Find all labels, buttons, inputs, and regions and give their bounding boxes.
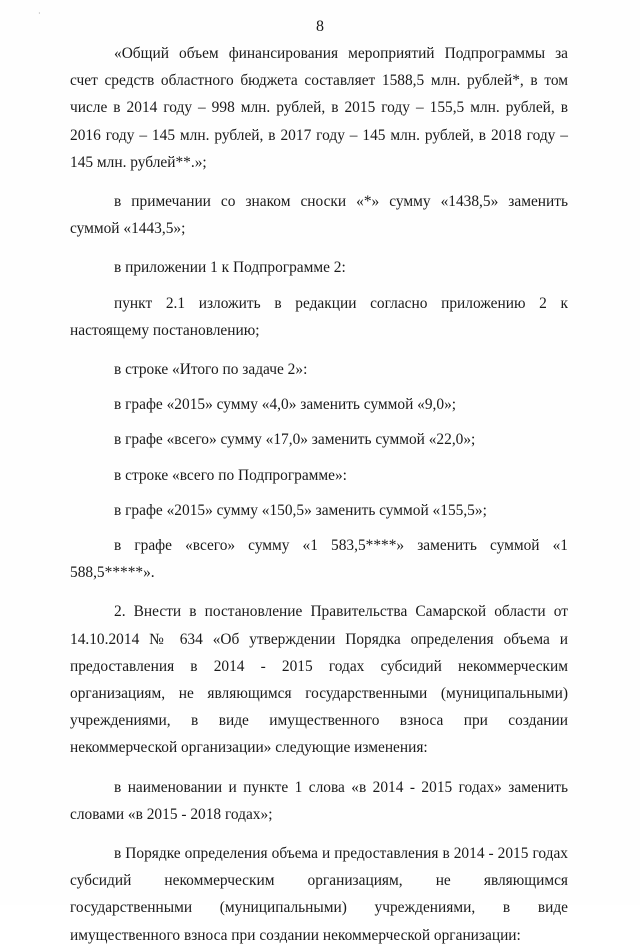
corner-mark: · [38,9,41,18]
paragraph-appendix-1: в приложении 1 к Подпрограмме 2: [114,259,346,277]
paragraph-column-2015-second: в графе «2015» сумму «150,5» заменить суммой «155,5»; [114,501,487,519]
paragraph-row-total-task-2: в строке «Итого по задаче 2»: [114,361,308,379]
document-body [70,40,568,949]
paragraph-item-2-1: пункт 2.1 изложить в редакции согласно приложению 2 к настоящему постановлению; [70,294,568,339]
paragraph-financing-volume: «Общий объем финансирования мероприятий Подпрограммы за счет средств областного бюджета составляет 1588,5 млн. рублей*, в том числе в 2014 году – 998 млн. рублей, в 2015 году – 155,5 млн. рублей, в 2016 году – 145 млн. рублей, в 2017 году – 145 млн. рублей, в 2018 году – 145 млн. рублей**.»; [70,45,568,171]
page-number: 8 [316,18,324,35]
paragraph-footnote-note: в примечании со знаком сноски «*» сумму «1438,5» заменить суммой «1443,5»; [70,193,568,238]
paragraph-column-total-second: в графе «всего» сумму «1 583,5****» заменить суммой «1 588,5*****». [70,537,568,582]
paragraph-section-2: 2. Внести в постановление Правительства Самарской области от 14.10.2014 № 634 «Об утверждении Порядка определения объема и предоставления в 2014 - 2015 годах субсидий некоммерческим организациям, не являющимся государственными (муниципальными) учреждениями, в виде имущественного взноса при создании некоммерческой организации» следующие изменения: [70,603,568,757]
paragraph-row-total-subprogram: в строке «всего по Подпрограмме»: [114,466,347,484]
paragraph-column-2015-first: в графе «2015» сумму «4,0» заменить суммой «9,0»; [114,396,457,414]
paragraph-procedure-change: в Порядке определения объема и предоставления в 2014 - 2015 годах субсидий некоммерческим организациям, не являющимся государственными (муниципальными) учреждениями, в виде имущественного взноса при создании некоммерческой организации: [70,845,568,944]
paragraph-column-total-first: в графе «всего» сумму «17,0» заменить суммой «22,0»; [114,431,476,449]
paragraph-title-change: в наименовании и пункте 1 слова «в 2014 - 2015 годах» заменить словами «в 2015 - 2018 годах»; [70,778,568,823]
